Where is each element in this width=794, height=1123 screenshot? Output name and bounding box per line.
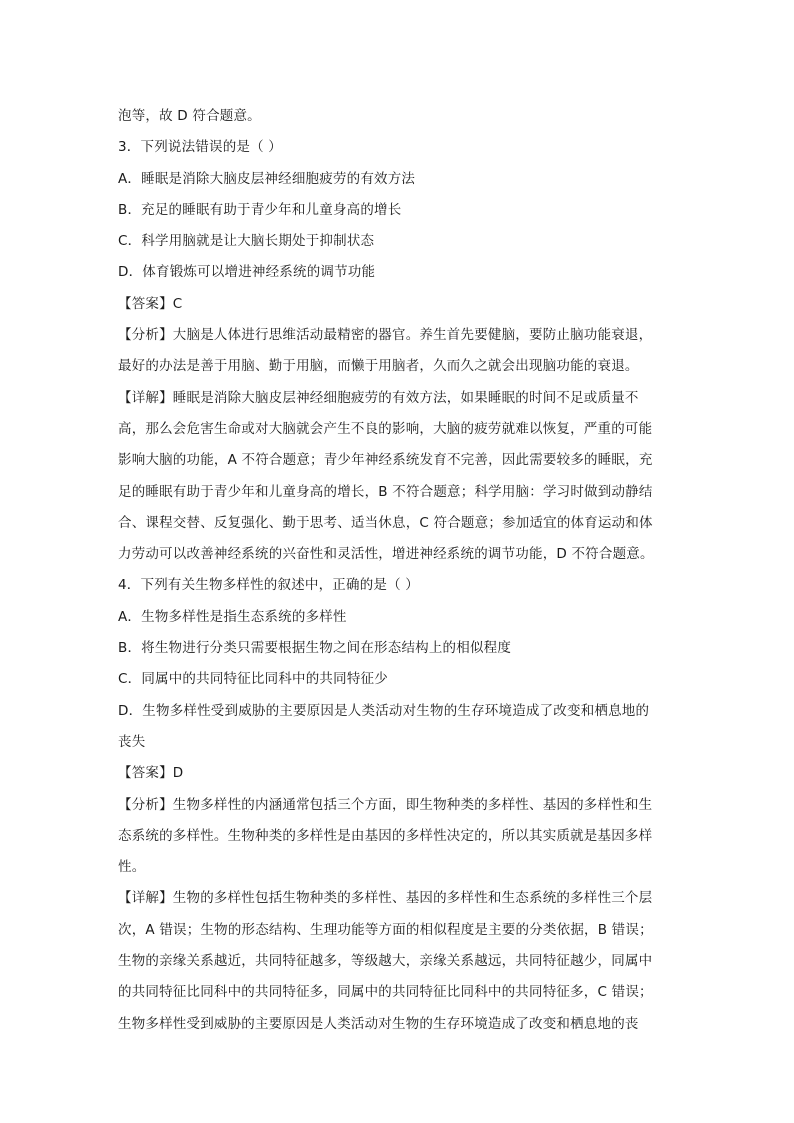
question-4-detail-line: 生物的亲缘关系越近，共同特征越多，等级越大，亲缘关系越远，共同特征越少，同属中 [118,953,653,970]
question-3-detail-line: 高，那么会危害生命或对大脑就会产生不良的影响，大脑的疲劳就难以恢复，严重的可能 [118,420,653,437]
question-3-option-c: C．科学用脑就是让大脑长期处于抑制状态 [118,233,375,250]
question-4-analysis-line: 态系统的多样性。生物种类的多样性是由基因的多样性决定的，所以其实质就是基因多样 [118,827,653,844]
question-4-option-b: B．将生物进行分类只需要根据生物之间在形态结构上的相似程度 [118,640,512,657]
question-4-analysis-line: 【分析】生物多样性的内涵通常包括三个方面，即生物种类的多样性、基因的多样性和生 [118,796,653,813]
question-3-option-d: D．体育锻炼可以增进神经系统的调节功能 [118,264,376,281]
question-4-option-a: A．生物多样性是指生态系统的多样性 [118,608,347,625]
question-4-detail-line: 的共同特征比同科中的共同特征多，同属中的共同特征比同科中的共同特征多，C 错误； [118,984,653,1001]
question-3-option-a: A．睡眠是消除大脑皮层神经细胞疲劳的有效方法 [118,170,416,187]
question-3-analysis-line: 最好的办法是善于用脑、勤于用脑，而懒于用脑者，久而久之就会出现脑功能的衰退。 [118,358,639,375]
question-4-option-d: D．生物多样性受到威胁的主要原因是人类活动对生物的生存环境造成了改变和栖息地的 [118,702,650,719]
question-4-option-d-cont: 丧失 [118,733,146,750]
question-3-detail-line: 力劳动可以改善神经系统的兴奋性和灵活性，增进神经系统的调节功能，D 不符合题意。 [118,546,654,563]
question-4-detail-line: 【详解】生物的多样性包括生物种类的多样性、基因的多样性和生态系统的多样性三个层 [118,890,653,907]
question-4-detail-line: 生物多样性受到威胁的主要原因是人类活动对生物的生存环境造成了改变和栖息地的丧 [118,1015,639,1032]
question-3-detail-line: 【详解】睡眠是消除大脑皮层神经细胞疲劳的有效方法，如果睡眠的时间不足或质量不 [118,389,639,406]
question-3-analysis-line: 【分析】大脑是人体进行思维活动最精密的器官。养生首先要健脑，要防止脑功能衰退， [118,327,653,344]
question-3-option-b: B．充足的睡眠有助于青少年和儿童身高的增长 [118,201,402,218]
document-body [118,101,678,1040]
question-3-detail-line: 影响大脑的功能，A 不符合题意；青少年神经系统发育不完善，因此需要较多的睡眠，充 [118,452,653,469]
question-4-option-c: C．同属中的共同特征比同科中的共同特征少 [118,671,388,688]
question-4-answer: 【答案】D [118,765,184,782]
question-4-analysis-line: 性。 [118,859,146,876]
question-3-answer: 【答案】C [118,295,183,312]
question-3-detail-line: 足的睡眠有助于青少年和儿童身高的增长，B 不符合题意；科学用脑：学习时做到动静结 [118,483,653,500]
question-4-detail-line: 次，A 错误；生物的形态结构、生理功能等方面的相似程度是主要的分类依据，B 错误； [118,921,653,938]
question-3-title: 3．下列说法错误的是（ ） [118,139,282,156]
question-4-title: 4．下列有关生物多样性的叙述中，正确的是（ ） [118,577,419,594]
question-3-detail-line: 合、课程交替、反复强化、勤于思考、适当休息，C 符合题意；参加适宜的体育运动和体 [118,514,653,531]
text-line: 泡等，故 D 符合题意。 [118,108,261,124]
